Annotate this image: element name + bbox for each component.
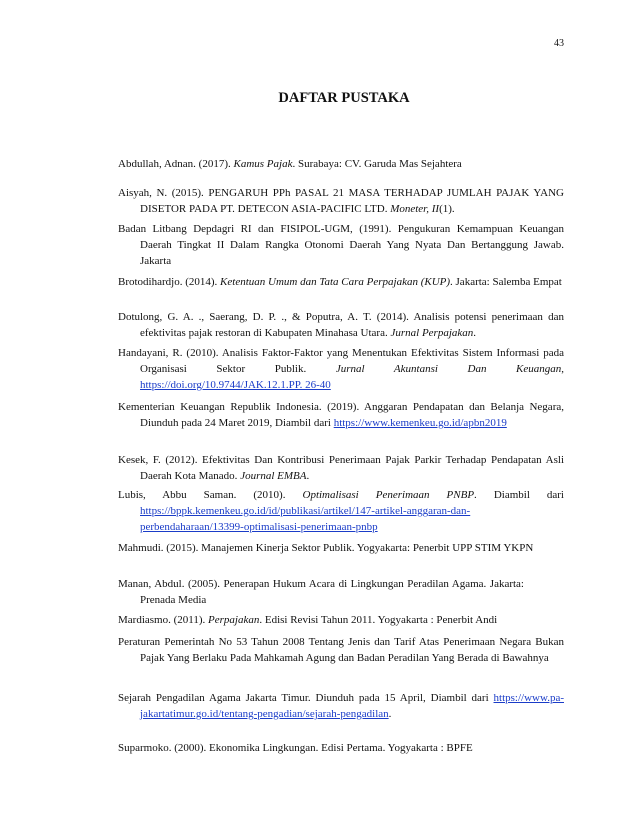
- reference-item: Abdullah, Adnan. (2017). Kamus Pajak. Surabaya: CV. Garuda Mas Sejahtera: [118, 158, 462, 170]
- reference-item: Kementerian Keuangan Republik Indonesia. (2019). Anggaran Pendapatan dan Belanja Negara, Diunduh pada 24 Maret 2019, Diambil dari https://www.kemenkeu.go.id/apbn2019: [118, 401, 564, 429]
- reference-link[interactable]: https://www.kemenkeu.go.id/apbn2019: [333, 417, 507, 429]
- reference-item: Aisyah, N. (2015). PENGARUH PPh PASAL 21 MASA TERHADAP JUMLAH PAJAK YANG DISETOR PADA PT. DETECON ASIA-PACIFIC LTD. Moneter, II(1).: [118, 187, 564, 215]
- reference-item: Kesek, F. (2012). Efektivitas Dan Kontribusi Penerimaan Pajak Parkir Terhadap Pendapatan Asli Daerah Kota Manado. Journal EMBA.: [118, 454, 564, 482]
- reference-link[interactable]: https://doi.org/10.9744/JAK.12.1.PP. 26-40: [140, 379, 331, 391]
- reference-link[interactable]: https://bppk.kemenkeu.go.id/id/publikasi/artikel/147-artikel-anggaran-dan-perbendaharaan/13399-optimalisasi-penerimaan-pnbp: [140, 505, 471, 533]
- reference-link[interactable]: https://www.pa-jakartatimur.go.id/tentang-pengadian/sejarah-pengadilan: [140, 692, 564, 720]
- page-number: 43: [554, 38, 564, 49]
- reference-item: Handayani, R. (2010). Analisis Faktor-Faktor yang Menentukan Efektivitas Sistem Informasi pada Organisasi Sektor Publik. Jurnal Akuntansi Dan Keuangan, https://doi.org/10.9744/JAK.12.1.PP. 26-40: [118, 347, 564, 391]
- reference-item: Mahmudi. (2015). Manajemen Kinerja Sektor Publik. Yogyakarta: Penerbit UPP STIM YKPN: [118, 542, 534, 554]
- page-title: DAFTAR PUSTAKA: [278, 90, 410, 106]
- reference-item: Brotodihardjo. (2014). Ketentuan Umum dan Tata Cara Perpajakan (KUP). Jakarta: Salemba Empat: [118, 276, 562, 288]
- reference-item: Badan Litbang Depdagri RI dan FISIPOL-UGM, (1991). Pengukuran Kemampuan Keuangan Daerah Tingkat II Dalam Rangka Otonomi Daerah Yang Nyata Dan Bertanggung Jawab. Jakarta: [118, 223, 564, 267]
- reference-item: Mardiasmo. (2011). Perpajakan. Edisi Revisi Tahun 2011. Yogyakarta : Penerbit Andi: [118, 614, 498, 626]
- reference-item: Manan, Abdul. (2005). Penerapan Hukum Acara di Lingkungan Peradilan Agama. Jakarta: Prenada Media: [118, 578, 524, 606]
- reference-item: Dotulong, G. A. ., Saerang, D. P. ., & Poputra, A. T. (2014). Analisis potensi penerimaan dan efektivitas pajak restoran di Kabupaten Minahasa Utara. Jurnal Perpajakan.: [118, 311, 564, 339]
- reference-item: Sejarah Pengadilan Agama Jakarta Timur. Diunduh pada 15 April, Diambil dari https://www.pa-jakartatimur.go.id/tentang-pengadian/sejarah-pengadilan.: [118, 692, 564, 720]
- reference-item: Lubis, Abbu Saman. (2010). Optimalisasi Penerimaan PNBP. Diambil dari https://bppk.kemenkeu.go.id/id/publikasi/artikel/147-artikel-anggaran-dan-perbendaharaan/13399-optimalisasi-penerimaan-pnbp: [118, 489, 564, 533]
- reference-item: Suparmoko. (2000). Ekonomika Lingkungan. Edisi Pertama. Yogyakarta : BPFE: [118, 742, 473, 754]
- reference-item: Peraturan Pemerintah No 53 Tahun 2008 Tentang Jenis dan Tarif Atas Penerimaan Negara Bukan Pajak Yang Berlaku Pada Mahkamah Agung dan Badan Peradilan Yang Berada di Bawahnya: [118, 636, 564, 664]
